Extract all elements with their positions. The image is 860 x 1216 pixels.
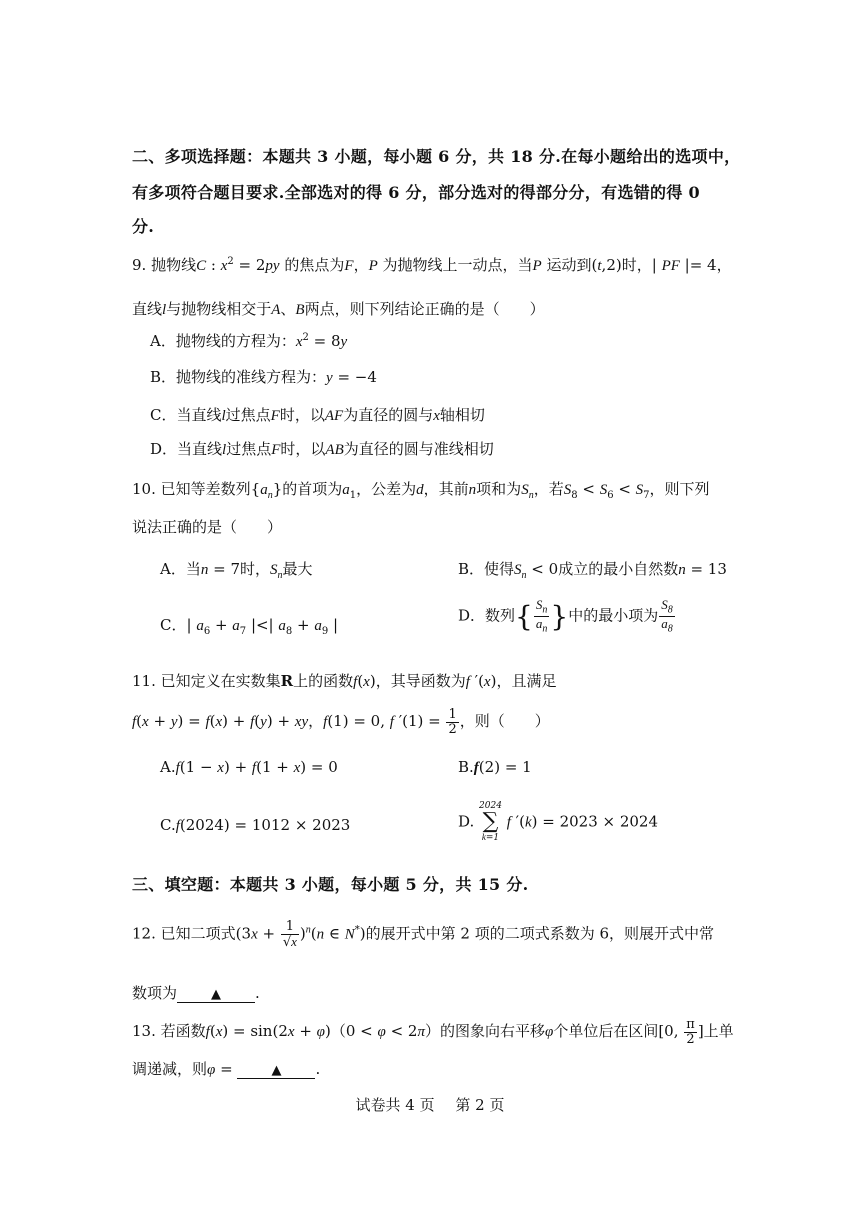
answer-blank: ▲ bbox=[237, 1064, 315, 1079]
question-12-line-2: 数项为 ▲ . bbox=[132, 984, 260, 1002]
section-3-heading: 三、填空题：本题共 3 小题，每小题 5 分，共 15 分. bbox=[132, 875, 529, 894]
answer-blank: ▲ bbox=[177, 988, 255, 1003]
question-12-line-1: 12. 已知二项式(3x + $\frac{1}{√x}$ )$^n$(n ∈ N*)的展开式中第 2 项的二项式系数为 6，则展开式中常 bbox=[132, 919, 715, 950]
question-9-option-d: D．当直线l过焦点F时，以AB为直径的圆与准线相切 bbox=[150, 440, 494, 458]
question-13-line-1: 13. 若函数f(x) = sin(2x + φ)（0 < φ < 2π）的图象向右平移φ个单位后在区间[0, $\frac{\pi}{2}$ ]上单 bbox=[132, 1017, 734, 1047]
question-10-option-c: C．| $a_6 + a_7$ |<| $a_8 + a_9$ | bbox=[160, 616, 339, 637]
question-number: 10. bbox=[132, 480, 156, 498]
question-10-option-d: D．数列{ $\frac{S_n}{a_n}$ }中的最小项为 $\frac{S_8}{a_8}$ bbox=[458, 597, 673, 635]
question-10-line-2: 说法正确的是（ ） bbox=[132, 518, 283, 536]
question-10-line-1: 10. 已知等差数列$\{a_n\}$的首项为$a_1$，公差为d，其前n项和为$S_n$，若$S_8 < S_6 < S_7$，则下列 bbox=[132, 480, 710, 501]
question-11-option-b: B.f(2) = 1 bbox=[458, 758, 532, 776]
question-number: 13. bbox=[132, 1022, 156, 1041]
question-11-option-a: A.f(1 − x) + f(1 + x) = 0 bbox=[160, 758, 338, 776]
page-footer bbox=[0, 1094, 860, 1115]
question-11-option-d: D. 2024 ∑ k=1 f ′(k) = 2023 × 2024 bbox=[458, 801, 659, 843]
section-2-heading-line-2: 有多项符合题目要求.全部选对的得 6 分，部分选对的得部分分，有选错的得 0 bbox=[132, 183, 700, 202]
section-2-heading-line-3: 分. bbox=[132, 217, 155, 236]
question-11-option-c: C.f(2024) = 1012 × 2023 bbox=[160, 816, 351, 834]
question-10-option-a: A．当n = 7时，$S_n$最大 bbox=[160, 560, 313, 581]
question-9-option-a: A．抛物线的方程为：$x^2 = 8y$ bbox=[150, 332, 348, 350]
question-9-option-c: C．当直线l过焦点F时，以AF为直径的圆与x轴相切 bbox=[150, 406, 485, 424]
question-11-line-2: f(x + y) = f(x) + f(y) + xy，f(1) = 0, f ′(1) = $\frac{1}{2}$ ，则（ ） bbox=[132, 707, 550, 737]
total-pages-label: 试卷共 4 页 bbox=[355, 1096, 435, 1114]
question-9-line-1: 9. 抛物线C : $x^2 = 2py$ 的焦点为F，P 为抛物线上一动点，当P 运动到(t,2)时，| PF |= 4， bbox=[132, 256, 732, 274]
question-9-option-b: B．抛物线的准线方程为：y = −4 bbox=[150, 368, 377, 386]
page-number-label: 第 2 页 bbox=[455, 1096, 505, 1114]
question-10-option-b: B．使得$S_n < 0$成立的最小自然数n = 13 bbox=[458, 560, 727, 581]
question-number: 12. bbox=[132, 924, 156, 943]
section-2-heading-line-1: 二、多项选择题：本题共 3 小题，每小题 6 分，共 18 分.在每小题给出的选项中， bbox=[132, 147, 741, 166]
question-13-line-2: 调递减，则φ = ▲ . bbox=[132, 1060, 321, 1078]
question-number: 9. bbox=[132, 256, 147, 274]
question-11-line-1: 11. 已知定义在实数集R上的函数f(x)，其导函数为f ′(x)，且满足 bbox=[132, 672, 557, 690]
question-number: 11. bbox=[132, 672, 156, 690]
question-9-line-2: 直线l与抛物线相交于A、B两点，则下列结论正确的是（ ） bbox=[132, 300, 545, 318]
